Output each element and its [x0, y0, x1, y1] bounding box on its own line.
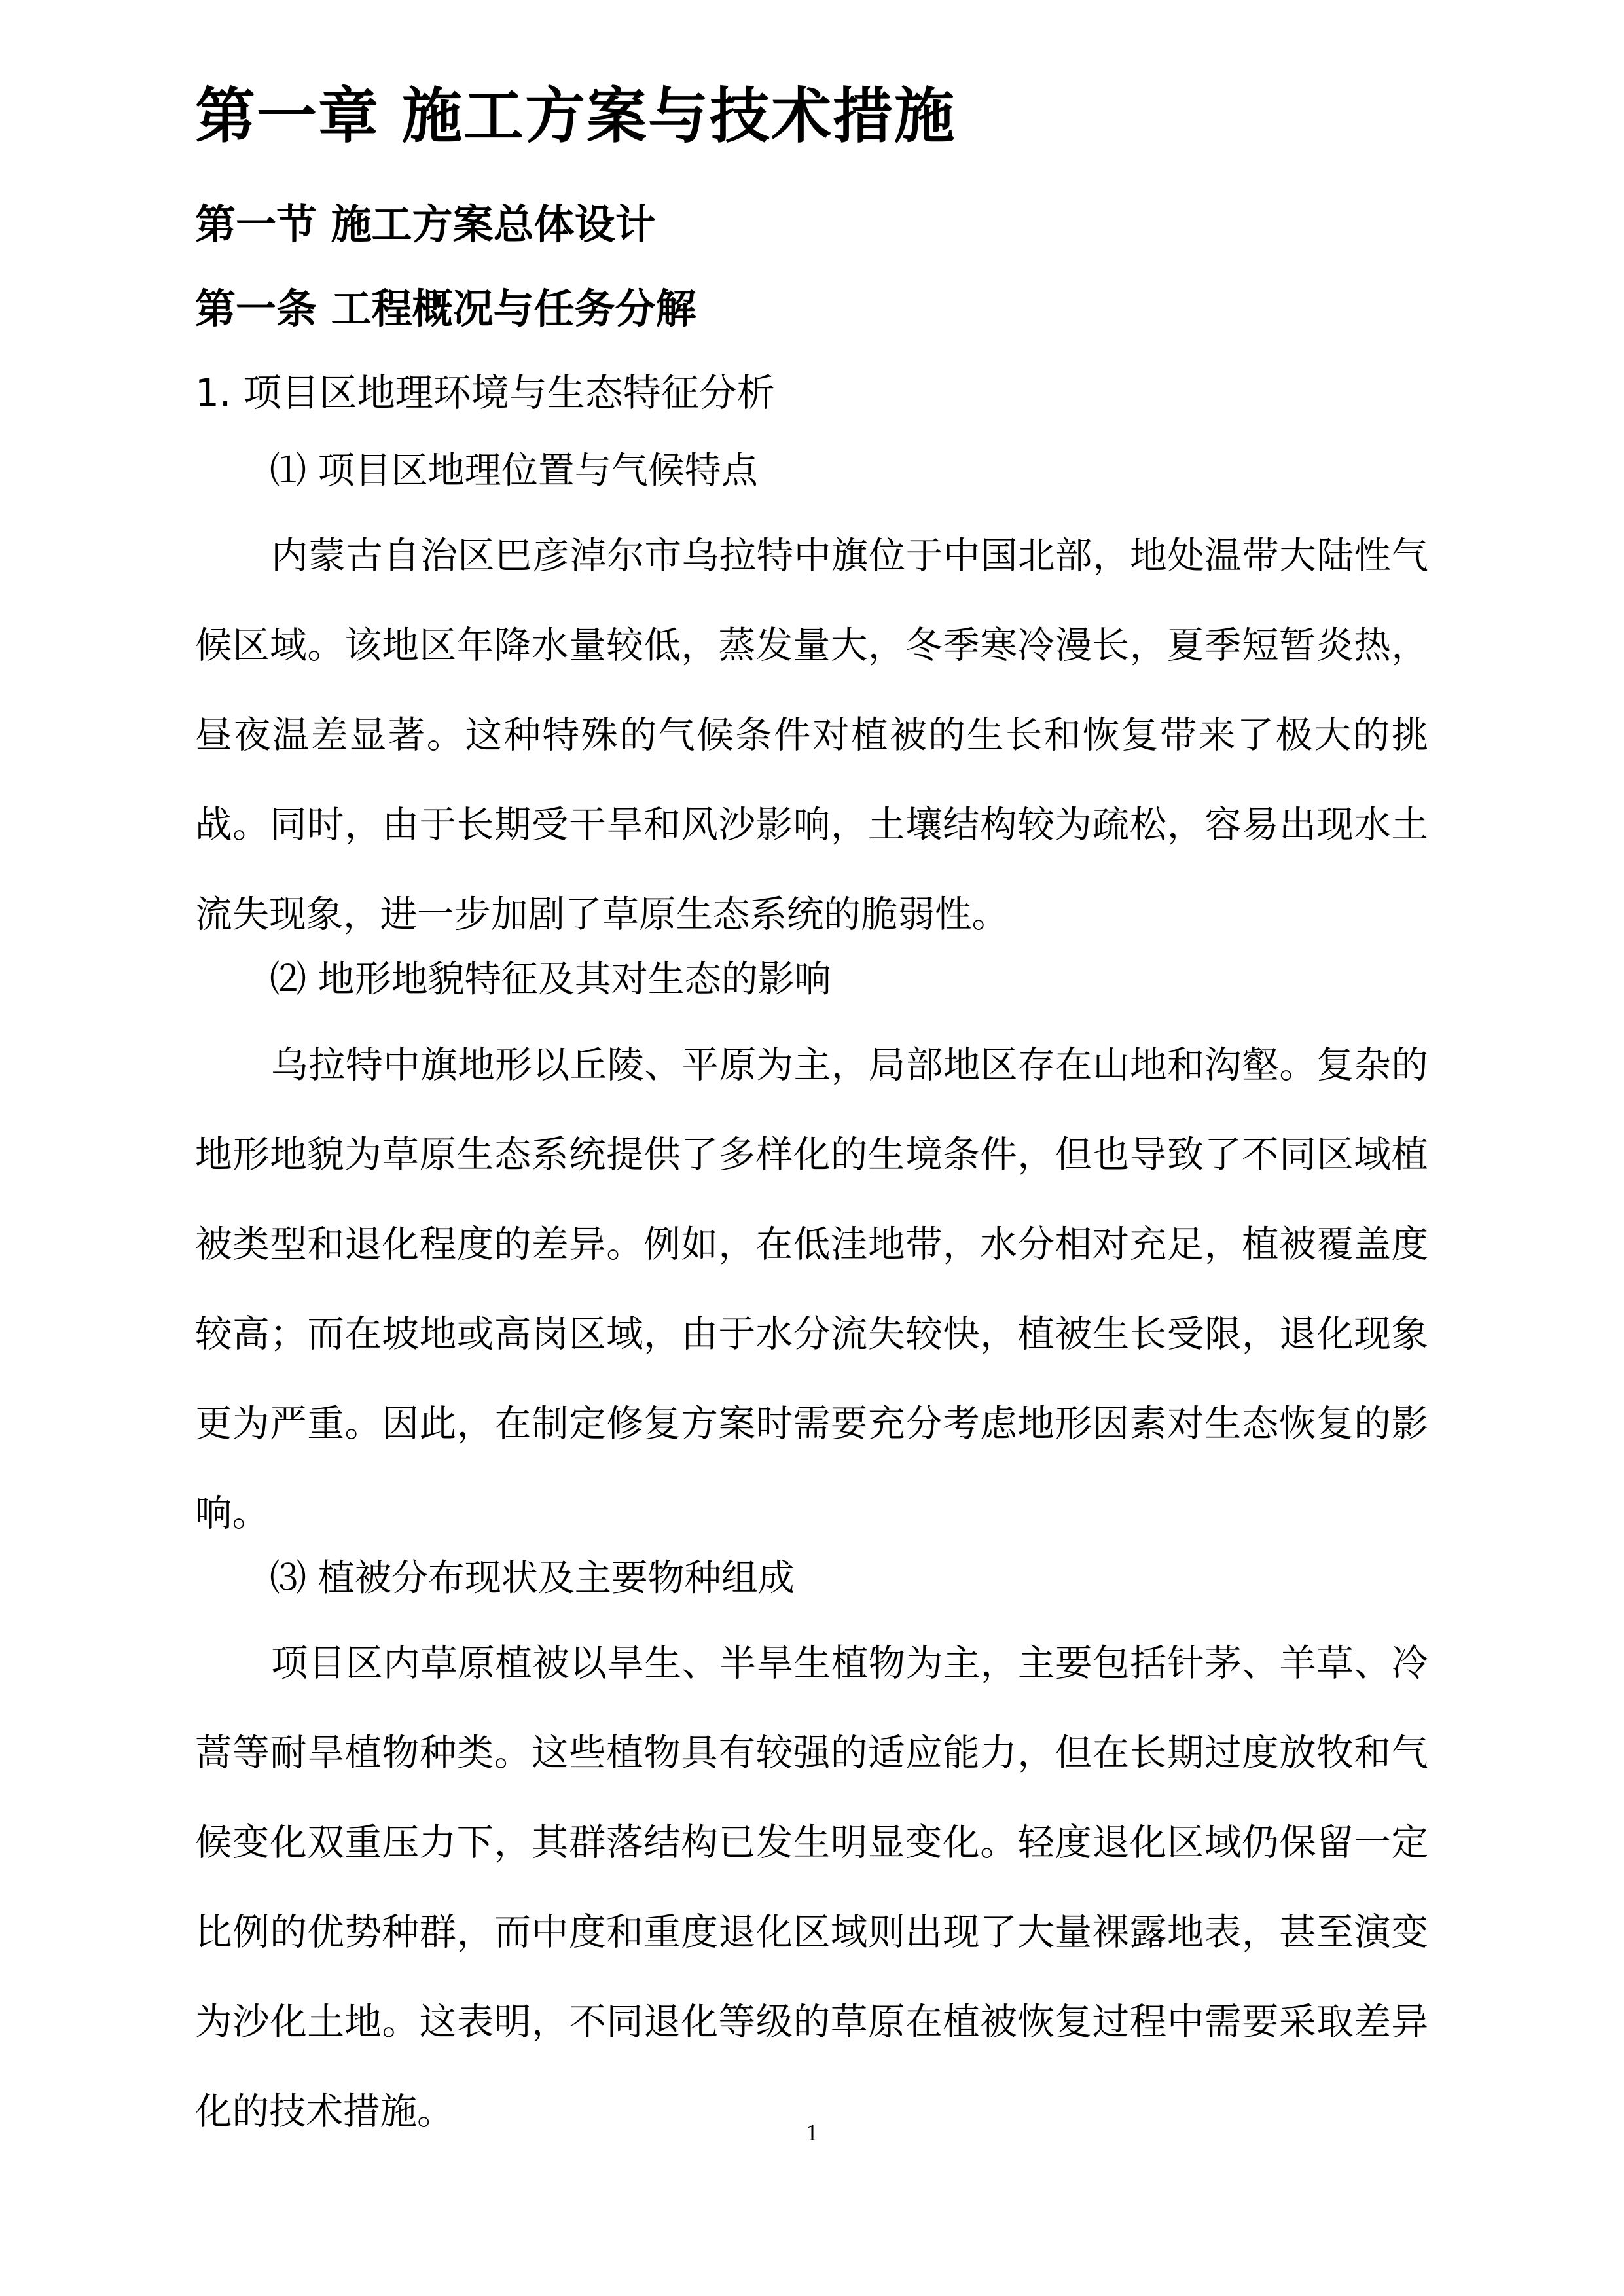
- chapter-title: 第一章 施工方案与技术措施: [195, 81, 956, 151]
- section-title: 第一节 施工方案总体设计: [195, 200, 656, 248]
- subsection-heading-3: ⑶ 植被分布现状及主要物种组成: [270, 1557, 795, 1600]
- subsection-body-3: 项目区内草原植被以旱生、半旱生植物为主，主要包括针茅、羊草、冷蒿等耐旱植物种类。这些植物具有较强的适应能力，但在长期过度放牧和气候变化双重压力下，其群落结构已发生明显变化。轻度退化区域仍保留一定比例的优势种群，而中度和重度退化区域则出现了大量裸露地表，甚至演变为沙化土地。这表明，不同退化等级的草原在植被恢复过程中需要采取差异化的技术措施。: [195, 1642, 1428, 2133]
- subsection-body-1: 内蒙古自治区巴彦淖尔市乌拉特中旗位于中国北部，地处温带大陆性气候区域。该地区年降水量较低，蒸发量大，冬季寒冷漫长，夏季短暂炎热，昼夜温差显著。这种特殊的气候条件对植被的生长和恢复带来了极大的挑战。同时，由于长期受干旱和风沙影响，土壤结构较为疏松，容易出现水土流失现象，进一步加剧了草原生态系统的脆弱性。: [195, 535, 1428, 936]
- article-title: 第一条 工程概况与任务分解: [195, 285, 696, 332]
- subsection-heading-1: ⑴ 项目区地理位置与气候特点: [270, 450, 758, 492]
- item-title: 1. 项目区地理环境与生态特征分析: [195, 370, 775, 415]
- page-number: 1: [806, 2119, 818, 2145]
- subsection-body-2: 乌拉特中旗地形以丘陵、平原为主，局部地区存在山地和沟壑。复杂的地形地貌为草原生态系统提供了多样化的生境条件，但也导致了不同区域植被类型和退化程度的差异。例如，在低洼地带，水分相对充足，植被覆盖度较高；而在坡地或高岗区域，由于水分流失较快，植被生长受限，退化现象更为严重。因此，在制定修复方案时需要充分考虑地形因素对生态恢复的影响。: [195, 1044, 1428, 1535]
- subsection-heading-2: ⑵ 地形地貌特征及其对生态的影响: [270, 958, 831, 1001]
